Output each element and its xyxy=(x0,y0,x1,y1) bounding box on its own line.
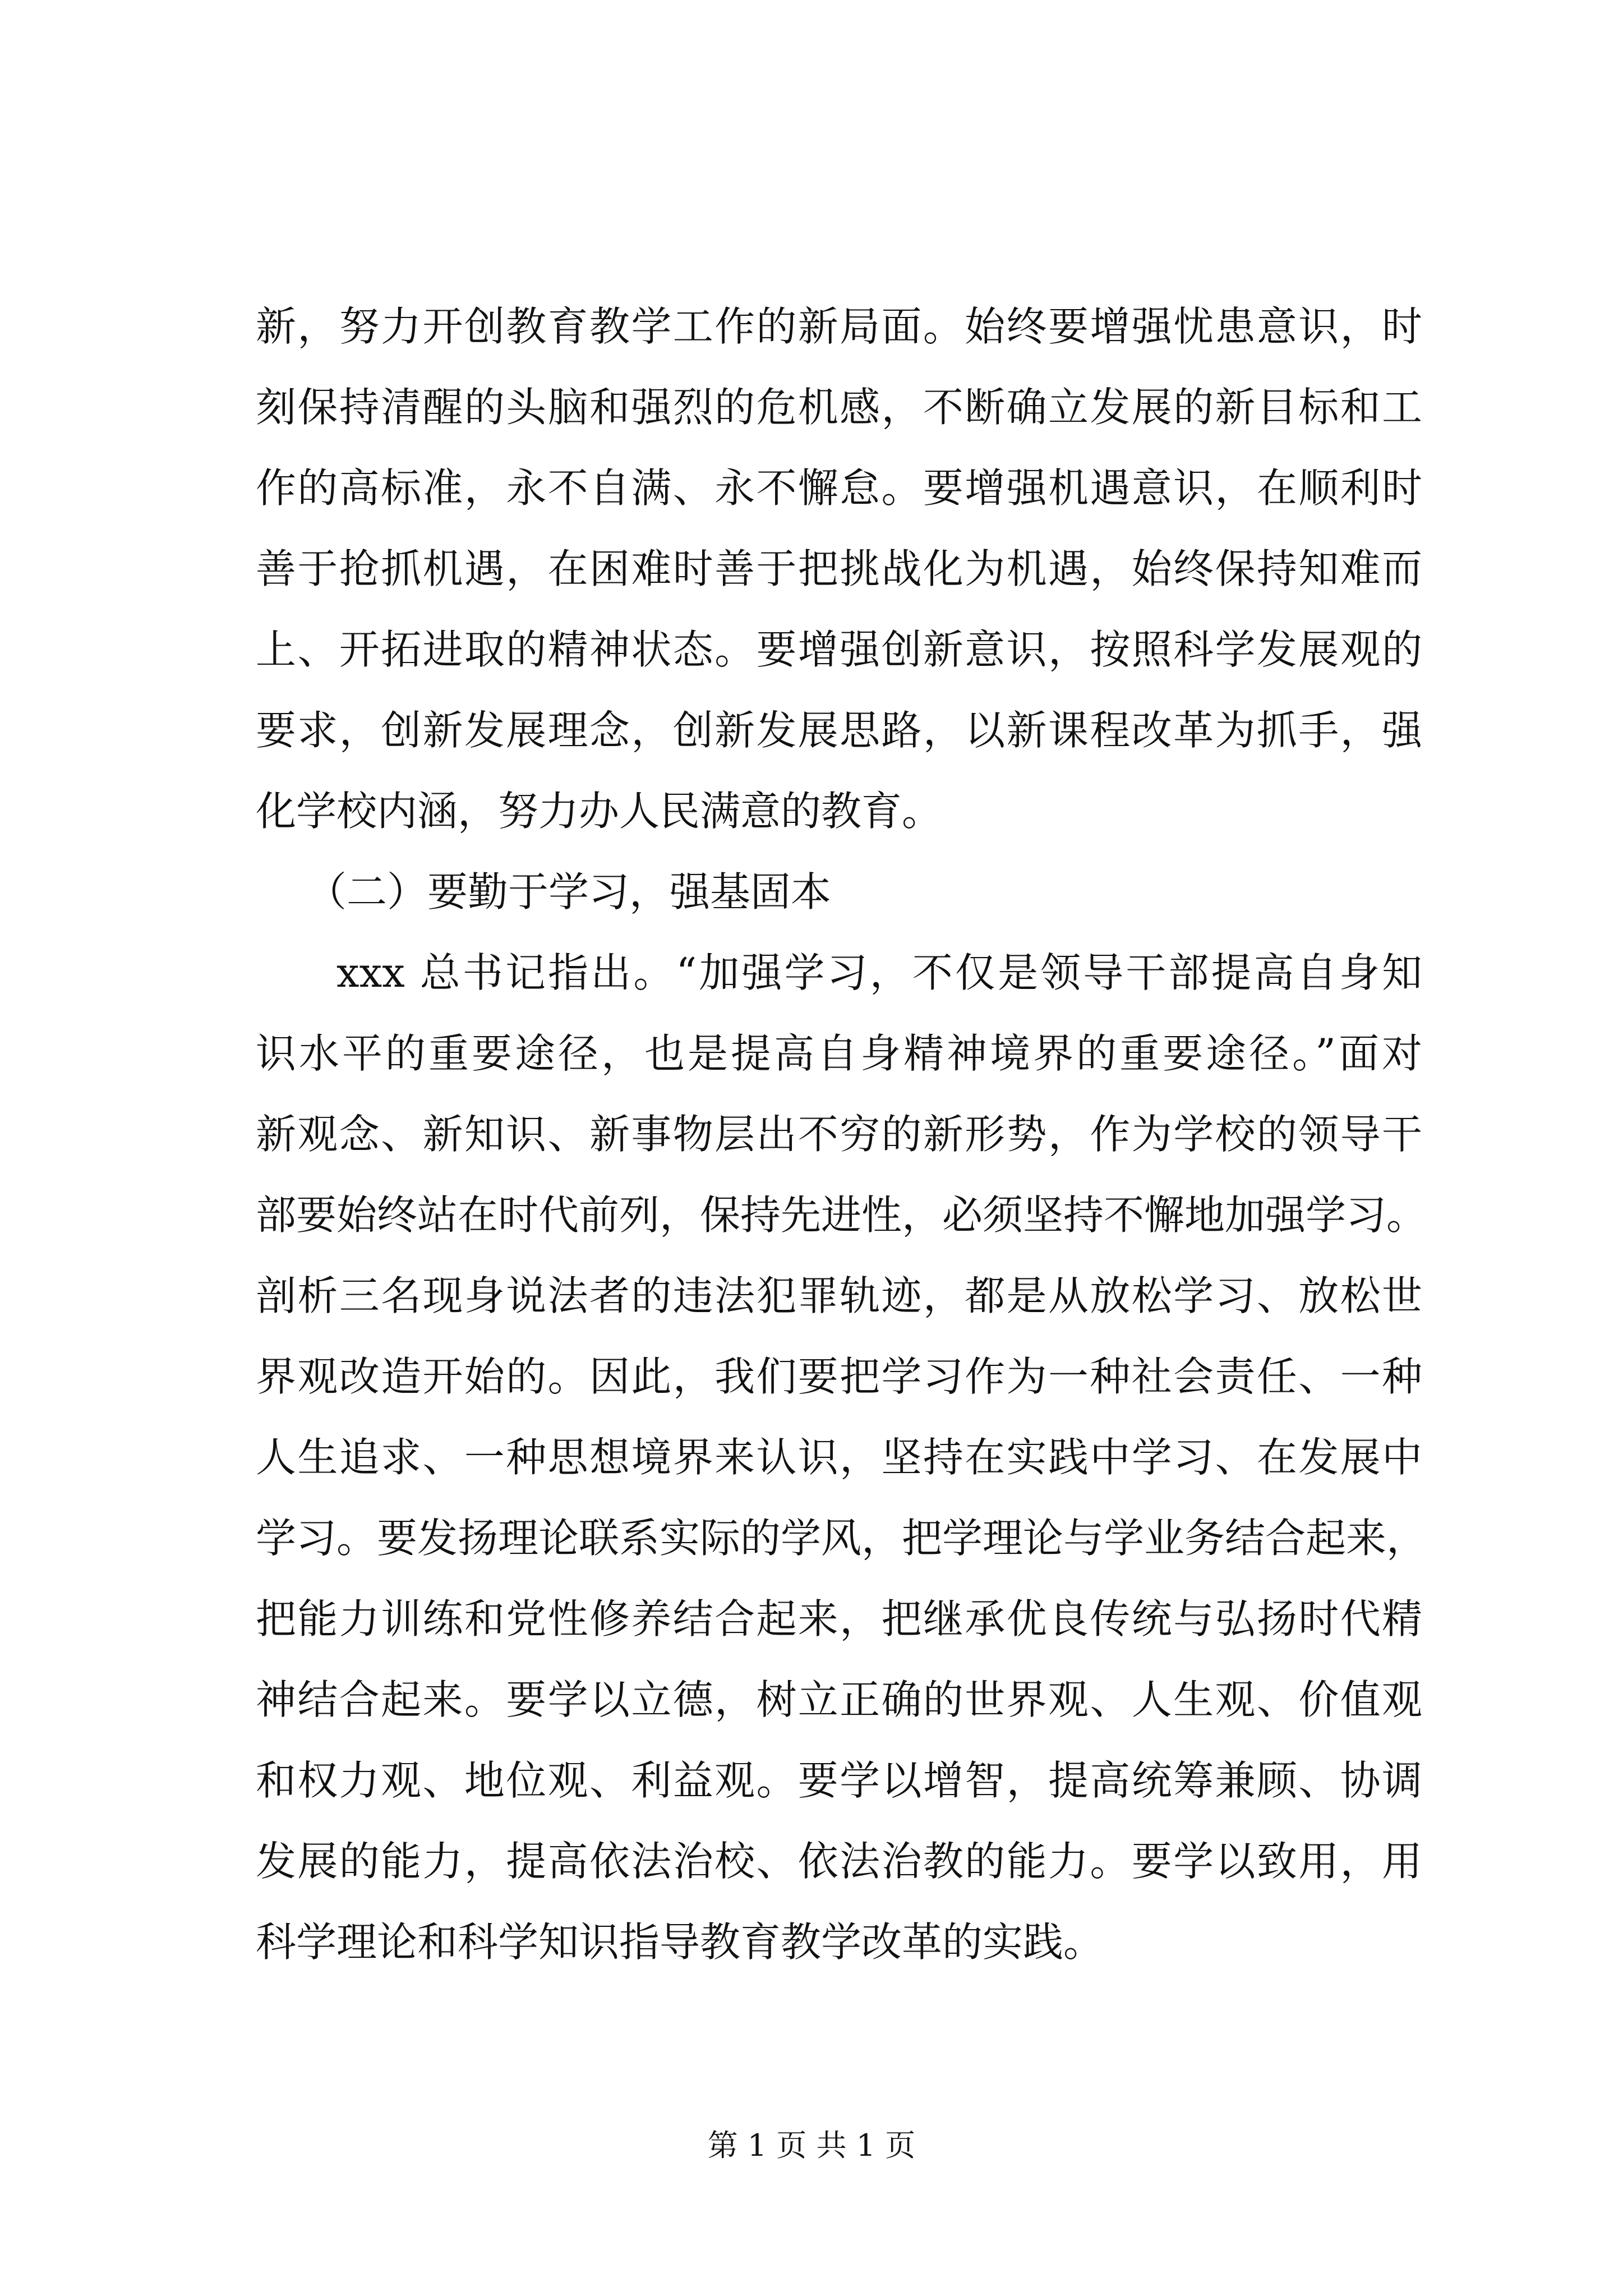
text-line: 和权力观、地位观、利益观。要学以增智，提高统筹兼顾、协调 xyxy=(256,1757,1422,1804)
text-line: 识水平的重要途径，也是提高自身精神境界的重要途径。”面对 xyxy=(256,1030,1422,1077)
text-line: 界观改造开始的。因此，我们要把学习作为一种社会责任、一种 xyxy=(256,1353,1422,1400)
text-line: 作的高标准，永不自满、永不懈怠。要增强机遇意识，在顺利时 xyxy=(256,464,1422,512)
text-line: 新，努力开创教育教学工作的新局面。始终要增强忧患意识，时 xyxy=(256,303,1422,350)
text-line: 上、开拓进取的精神状态。要增强创新意识，按照科学发展观的 xyxy=(256,626,1422,673)
text-line: xxx 总书记指出。“加强学习，不仅是领导干部提高自身知 xyxy=(336,949,1422,996)
text-line: 科学理论和科学知识指导教育教学改革的实践。 xyxy=(256,1918,1104,1966)
text-line: 善于抢抓机遇，在困难时善于把挑战化为机遇，始终保持知难而 xyxy=(256,545,1422,592)
text-line: 部要始终站在时代前列，保持先进性，必须坚持不懈地加强学习。 xyxy=(256,1191,1427,1239)
text-line: 把能力训练和党性修养结合起来，把继承优良传统与弘扬时代精 xyxy=(256,1595,1422,1642)
page-footer: 第 1 页 共 1 页 xyxy=(707,2128,916,2163)
section-heading: （二）要勤于学习，强基固本 xyxy=(306,868,832,915)
document-body xyxy=(256,286,1427,1982)
text-line: 人生追求、一种思想境界来认识，坚持在实践中学习、在发展中 xyxy=(256,1434,1422,1481)
text-line: 新观念、新知识、新事物层出不穷的新形势，作为学校的领导干 xyxy=(256,1111,1422,1158)
text-line: 要求，创新发展理念，创新发展思路，以新课程改革为抓手，强 xyxy=(256,707,1422,754)
text-line: 学习。要发扬理论联系实际的学风，把学理论与学业务结合起来， xyxy=(256,1515,1427,1562)
text-line: 神结合起来。要学以立德，树立正确的世界观、人生观、价值观 xyxy=(256,1676,1422,1723)
text-line: 刻保持清醒的头脑和强烈的危机感，不断确立发展的新目标和工 xyxy=(256,384,1422,431)
text-line: 化学校内涵，努力办人民满意的教育。 xyxy=(256,788,943,835)
text-line: 剖析三名现身说法者的违法犯罪轨迹，都是从放松学习、放松世 xyxy=(256,1272,1422,1319)
text-line: 发展的能力，提高依法治校、依法治教的能力。要学以致用，用 xyxy=(256,1838,1422,1885)
